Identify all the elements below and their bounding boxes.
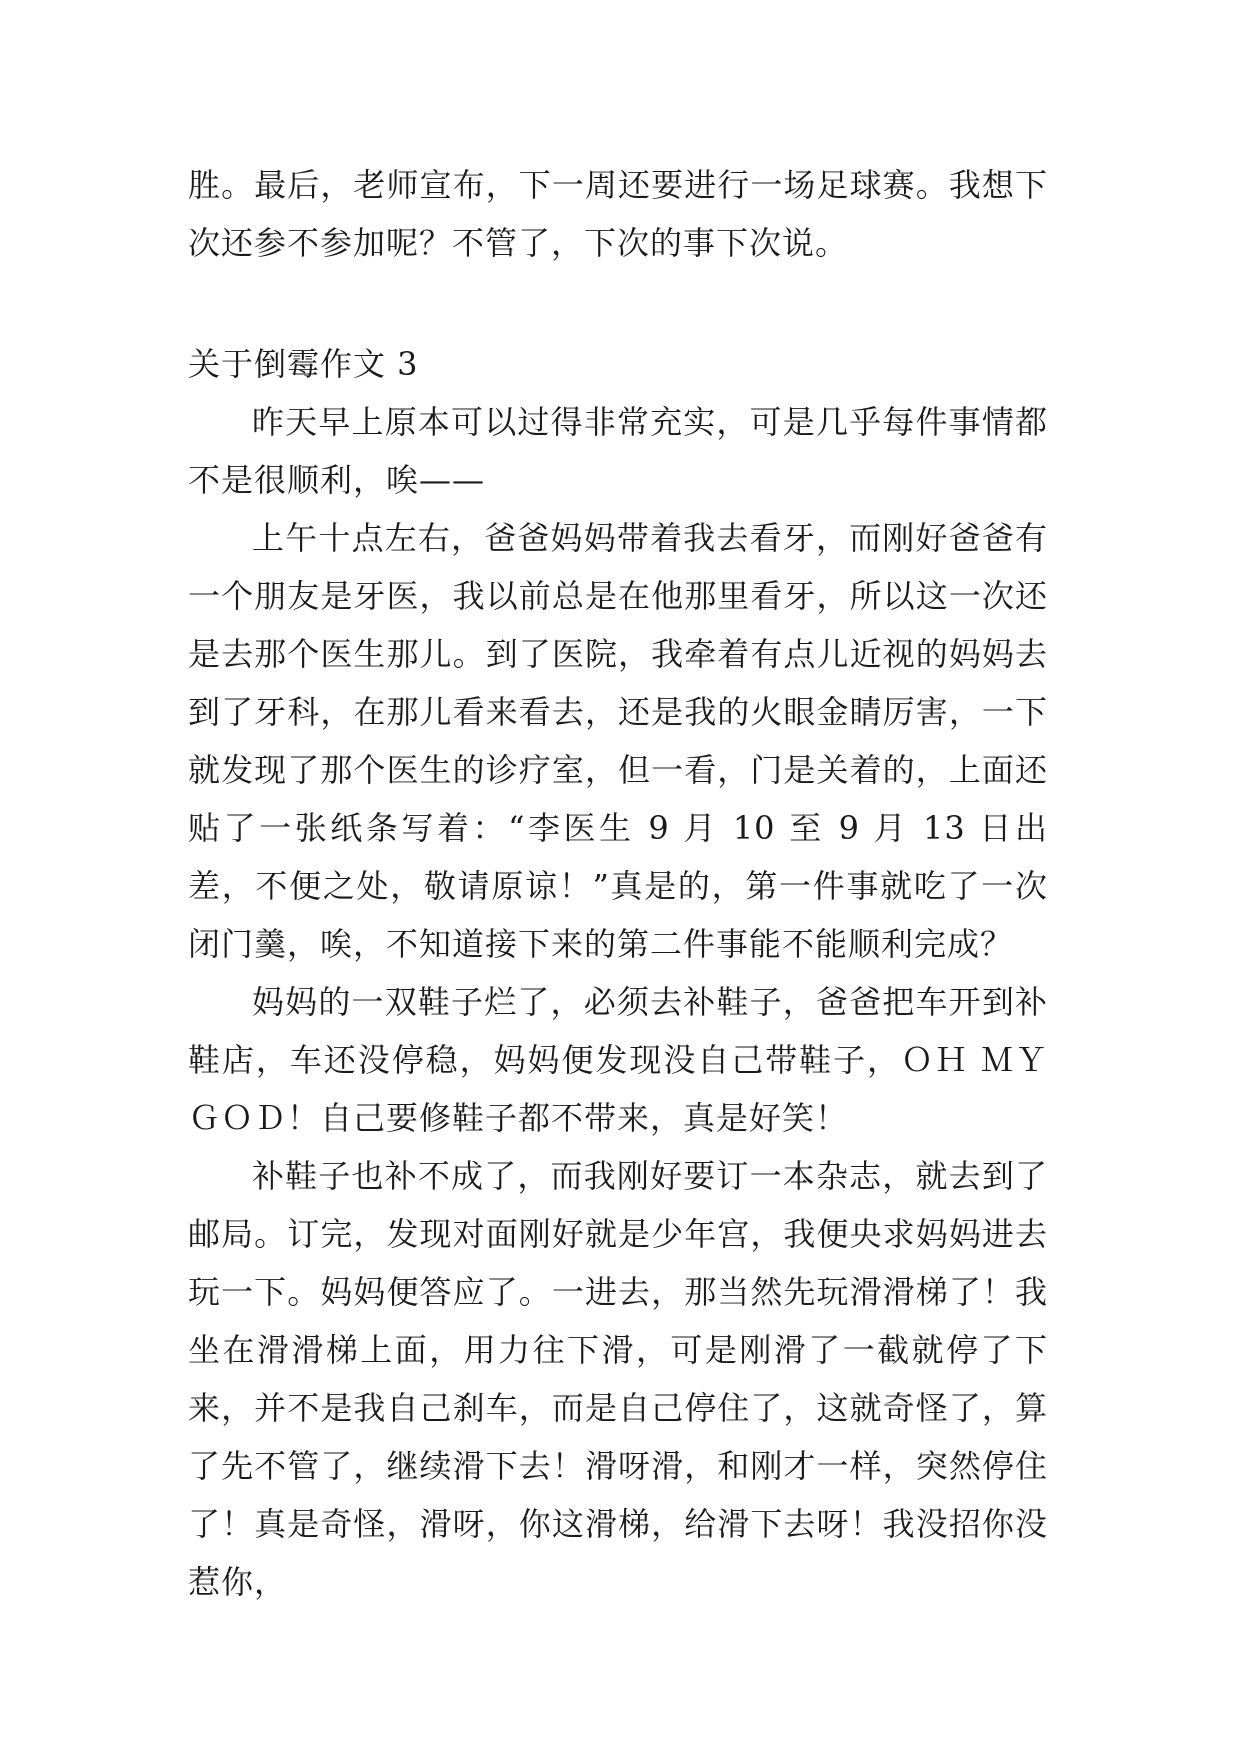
paragraph: 上午十点左右，爸爸妈妈带着我去看牙，而刚好爸爸有一个朋友是牙医，我以前总是在他那里看牙，所以这一次还是去那个医生那儿。到了医院，我牵着有点儿近视的妈妈去到了牙科，在那儿看来看去，还是我的火眼金睛厉害，一下就发现了那个医生的诊疗室，但一看，门是关着的，上面还贴了一张纸条写着：“李医生 9 月 10 至 9 月 13 日出差，不便之处，敬请原谅！”真是的，第一件事就吃了一次闭门羹，唉，不知道接下来的第二件事能不能顺利完成？ [188,519,1048,963]
section-heading [188,335,1048,393]
paragraph: 妈妈的一双鞋子烂了，必须去补鞋子，爸爸把车开到补鞋店，车还没停稳，妈妈便发现没自己带鞋子，ＯＨ ＭＹ ＧＯＤ！自己要修鞋子都不带来，真是好笑！ [188,983,1048,1137]
section-title: 关于倒霉作文 3 [188,345,419,383]
paragraph: 昨天早上原本可以过得非常充实，可是几乎每件事情都不是很顺利，唉—— [188,403,1048,499]
essay-body [188,393,1048,1611]
paragraph: 补鞋子也补不成了，而我刚好要订一本杂志，就去到了邮局。订完，发现对面刚好就是少年宫，我便央求妈妈进去玩一下。妈妈便答应了。一进去，那当然先玩滑滑梯了！我坐在滑滑梯上面，用力往下滑，可是刚滑了一截就停了下来，并不是我自己刹车，而是自己停住了，这就奇怪了，算了先不管了，继续滑下去！滑呀滑，和刚才一样，突然停住了！真是奇怪，滑呀，你这滑梯，给滑下去呀！我没招你没惹你， [188,1157,1048,1601]
paragraph-fragment: 胜。最后，老师宣布，下一周还要进行一场足球赛。我想下次还参不参加呢？不管了，下次的事下次说。 [188,166,1048,262]
previous-essay-ending [188,156,1048,272]
